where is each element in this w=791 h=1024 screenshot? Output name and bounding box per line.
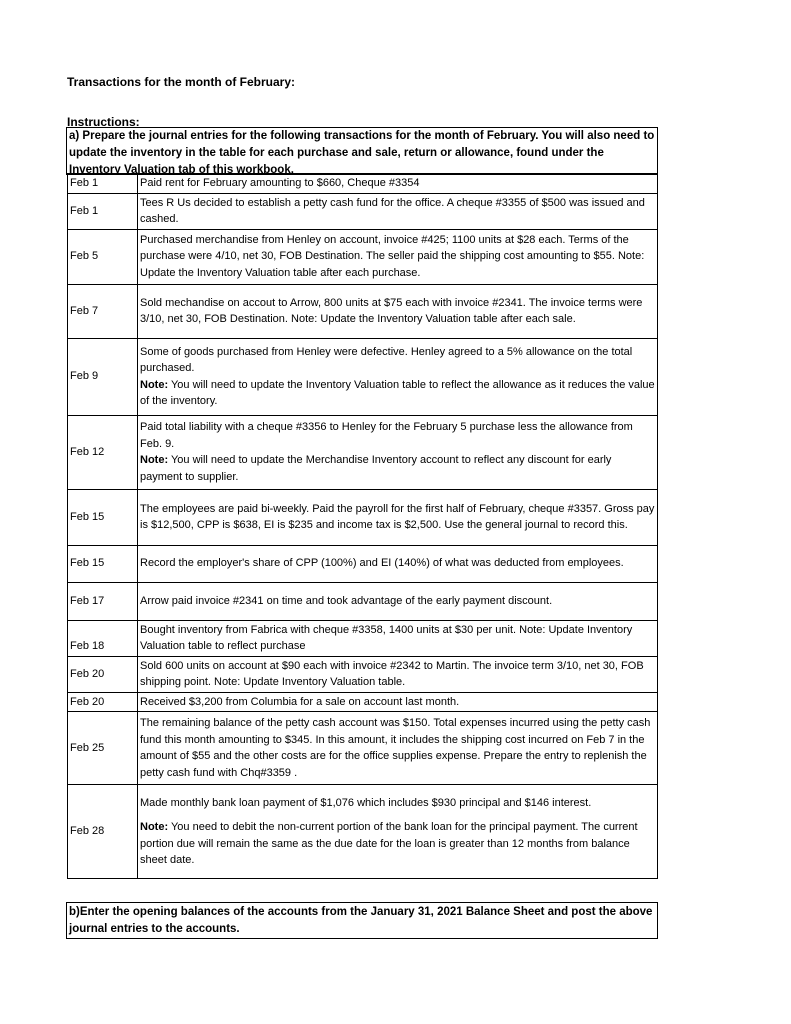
transaction-description: Sold mechandise on accout to Arrow, 800 units at $75 each with invoice #2341. The invoice terms were 3/10, net 30, FOB Destination. Note: Update the Inventory Valuation table after each sale.	[138, 284, 658, 338]
transaction-description: Tees R Us decided to establish a petty cash fund for the office. A cheque #3355 of $500 was issued and cashed.	[138, 193, 658, 229]
table-row	[68, 692, 658, 712]
table-row	[68, 229, 658, 284]
table-row	[68, 620, 658, 656]
transactions-table	[67, 173, 658, 879]
transaction-date: Feb 15	[68, 489, 138, 545]
table-row	[68, 338, 658, 415]
transaction-date: Feb 18	[68, 620, 138, 656]
transaction-description: Record the employer's share of CPP (100%) and EI (140%) of what was deducted from employees.	[138, 545, 658, 582]
transaction-text: Some of goods purchased from Henley were defective. Henley agreed to a 5% allowance on the total purchased.	[140, 345, 633, 374]
transaction-description: Received $3,200 from Columbia for a sale on account last month.	[138, 692, 658, 712]
transaction-description	[138, 338, 658, 415]
table-row	[68, 712, 658, 785]
note-label: Note:	[140, 378, 169, 391]
note-text: You will need to update the Merchandise Inventory account to reflect any discount for early payment to supplier.	[140, 454, 612, 483]
transaction-date: Feb 17	[68, 582, 138, 620]
note-label: Note:	[140, 454, 169, 466]
transaction-date: Feb 5	[68, 229, 138, 284]
table-row	[68, 415, 658, 489]
instructions-label: Instructions:	[67, 115, 140, 129]
transaction-date: Feb 7	[68, 284, 138, 338]
transaction-date: Feb 20	[68, 692, 138, 712]
transaction-date: Feb 9	[68, 338, 138, 415]
transaction-date: Feb 1	[68, 174, 138, 194]
transaction-date: Feb 12	[68, 415, 138, 489]
page-title: Transactions for the month of February:	[67, 75, 296, 89]
transaction-text: Paid total liability with a cheque #3356 to Henley for the February 5 purchase less the allowance from Feb. 9.	[140, 421, 633, 450]
transaction-description	[138, 415, 658, 489]
transaction-text: Made monthly bank loan payment of $1,076 which includes $930 principal and $146 interest.	[140, 796, 592, 809]
table-row	[68, 174, 658, 194]
transaction-description: Paid rent for February amounting to $660, Cheque #3354	[138, 174, 658, 194]
transaction-description: The remaining balance of the petty cash account was $150. Total expenses incurred using the petty cash fund this month amounting to $345. In this amount, it includes the shipping cost incurred on Feb 7 in the amount of $55 and the other costs are for the office supplies expense. Prepare the entry to replenish the petty cash fund with Chq#3359 .	[138, 712, 658, 785]
table-row	[68, 489, 658, 545]
table-row	[68, 284, 658, 338]
transaction-date: Feb 1	[68, 193, 138, 229]
part-b-instructions: b)Enter the opening balances of the accounts from the January 31, 2021 Balance Sheet and post the above journal entries to the accounts.	[66, 902, 658, 939]
transaction-description: The employees are paid bi-weekly. Paid the payroll for the first half of February, cheque #3357. Gross pay is $12,500, CPP is $638, EI is $235 and income tax is $2,500. Use the general journal to record this.	[138, 489, 658, 545]
part-a-instructions: a) Prepare the journal entries for the following transactions for the month of February. You will also need to update the inventory in the table for each purchase and sale, return or allowance, found under the Inventory Valuation tab of this workbook.	[66, 127, 658, 175]
table-row	[68, 656, 658, 692]
table-row	[68, 545, 658, 582]
note-text: You will need to update the Inventory Valuation table to reflect the allowance as it reduces the value of the inventory.	[140, 378, 655, 407]
table-row	[68, 785, 658, 879]
note-text: You need to debit the non-current portion of the bank loan for the principal payment. The current portion due will remain the same as the due date for the loan is greater than 12 months from balance sheet date.	[140, 821, 638, 866]
note-label: Note:	[140, 821, 169, 833]
transaction-date: Feb 15	[68, 545, 138, 582]
transaction-description	[138, 785, 658, 879]
transaction-description: Sold 600 units on account at $90 each with invoice #2342 to Martin. The invoice term 3/10, net 30, FOB shipping point. Note: Update Inventory Valuation table.	[138, 656, 658, 692]
transaction-date: Feb 20	[68, 656, 138, 692]
transaction-description: Purchased merchandise from Henley on account, invoice #425; 1100 units at $28 each. Terms of the purchase were 4/10, net 30, FOB Destination. The seller paid the shipping cost amounting to $55. Note: Update the Inventory Valuation table after each purchase.	[138, 229, 658, 284]
table-row	[68, 193, 658, 229]
transaction-date: Feb 25	[68, 712, 138, 785]
transaction-date: Feb 28	[68, 785, 138, 879]
transaction-description: Bought inventory from Fabrica with cheque #3358, 1400 units at $30 per unit. Note: Update Inventory Valuation table to reflect purchase	[138, 620, 658, 656]
transaction-description: Arrow paid invoice #2341 on time and took advantage of the early payment discount.	[138, 582, 658, 620]
table-row	[68, 582, 658, 620]
